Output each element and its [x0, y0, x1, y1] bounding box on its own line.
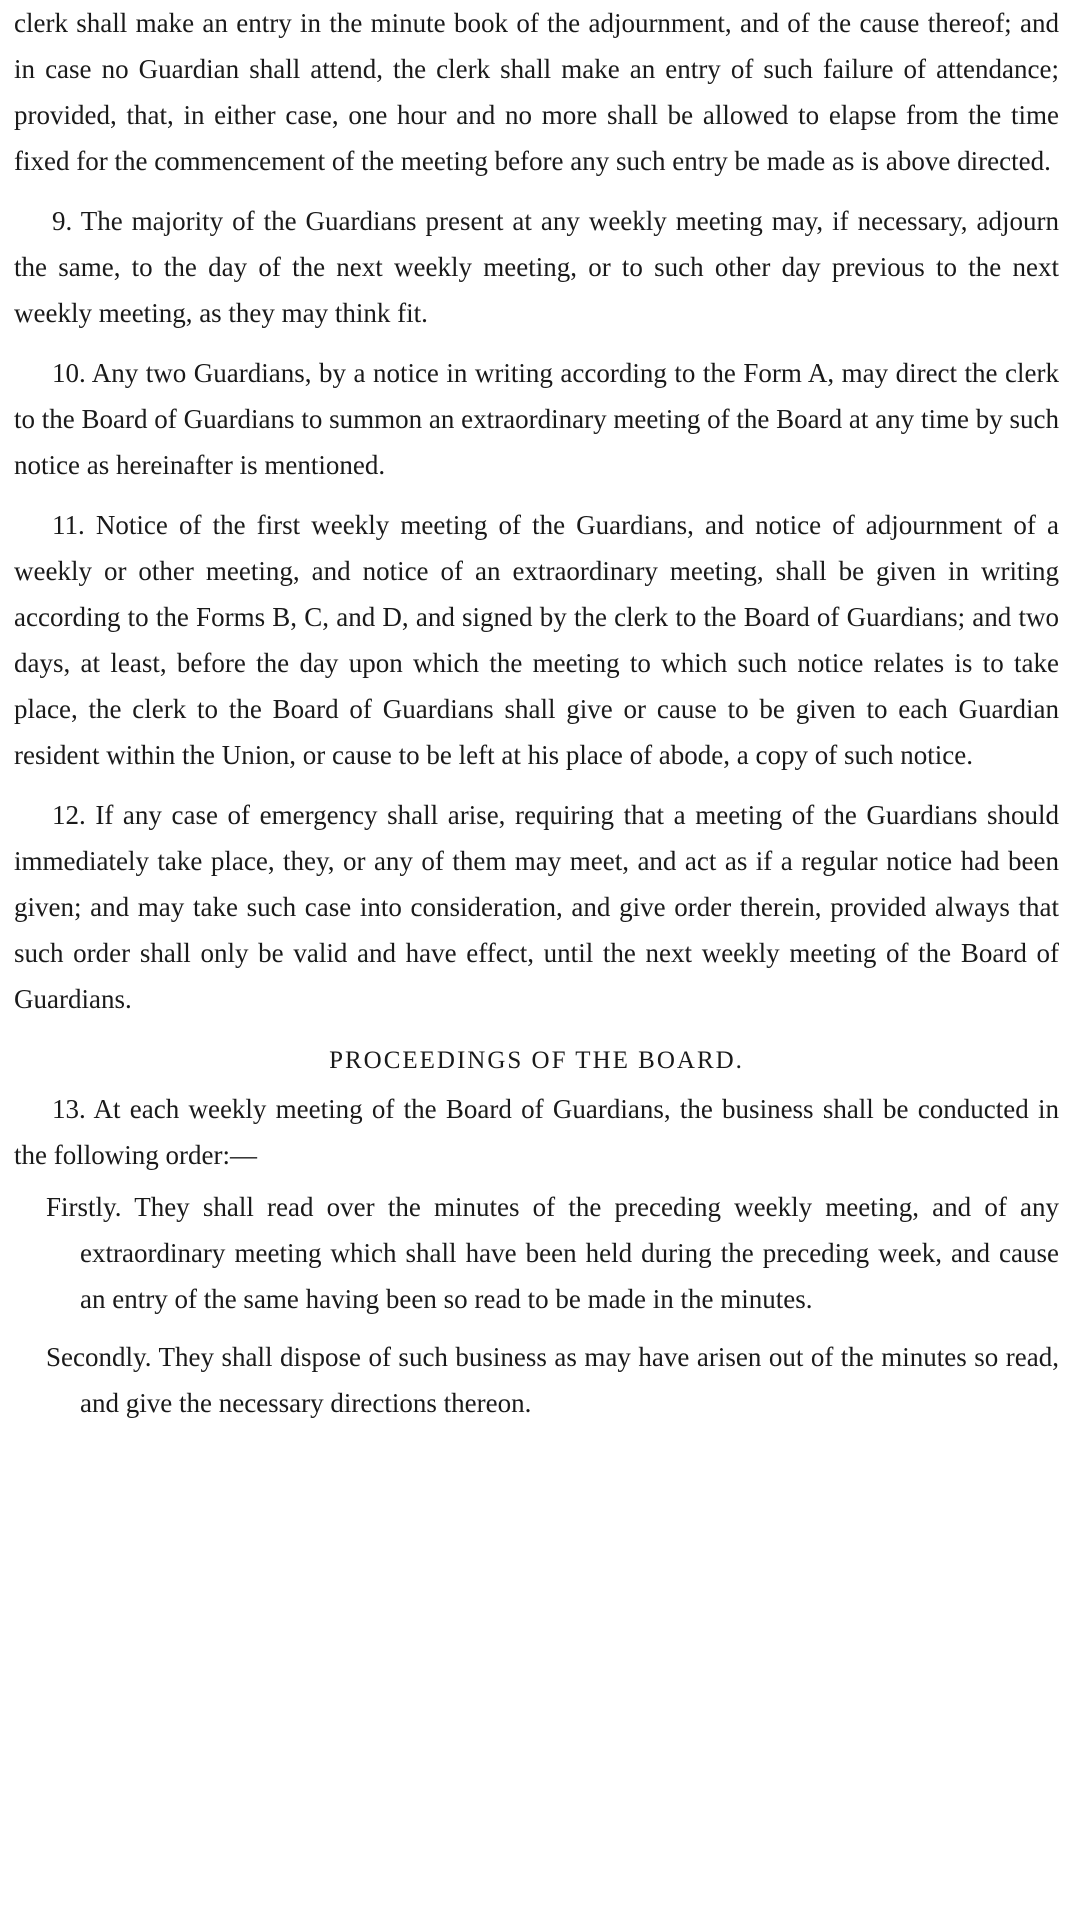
continuation-paragraph: clerk shall make an entry in the minute book of the adjournment, and of the cause thereof; and in case no Guardian shall attend, the clerk shall make an entry of such failure of attendance; provided, that, in either case, one hour and no more shall be allowed to elapse from the time fixed for the commencement of the meeting before any such entry be made as is above directed.: [14, 8, 1059, 176]
paragraph-9: 9. The majority of the Guardians present at any weekly meeting may, if necessary, adjourn the same, to the day of the next weekly meeting, or to such other day previous to the next weekly meeting, as they may think fit.: [14, 206, 1059, 328]
paragraph-11: 11. Notice of the first weekly meeting of the Guardians, and notice of adjournment of a weekly or other meeting, and notice of an extraordinary meeting, shall be given in writing according to the Forms B, C, and D, and signed by the clerk to the Board of Guardians; and two days, at least, before the day upon which the meeting to which such notice relates is to take place, the clerk to the Board of Guardians shall give or cause to be given to each Guardian resident within the Union, or cause to be left at his place of abode, a copy of such notice.: [14, 510, 1059, 770]
list-item-secondly: Secondly. They shall dispose of such business as may have arisen out of the minutes so read, and give the necessary directions thereon.: [46, 1342, 1059, 1418]
paragraph-12: 12. If any case of emergency shall arise, requiring that a meeting of the Guardians should immediately take place, they, or any of them may meet, and act as if a regular notice had been given; and may take such case into consideration, and give order therein, provided always that such order shall only be valid and have effect, until the next weekly meeting of the Board of Guardians.: [14, 800, 1059, 1014]
document-page: [14, 0, 1059, 1426]
paragraph-10: 10. Any two Guardians, by a notice in writing according to the Form A, may direct the clerk to the Board of Guardians to summon an extraordinary meeting of the Board at any time by such notice as hereinafter is mentioned.: [14, 358, 1059, 480]
paragraph-13: 13. At each weekly meeting of the Board of Guardians, the business shall be conducted in the following order:—: [14, 1094, 1059, 1170]
list-item-firstly: Firstly. They shall read over the minutes of the preceding weekly meeting, and of any extraordinary meeting which shall have been held during the preceding week, and cause an entry of the same having been so read to be made in the minutes.: [46, 1192, 1059, 1314]
section-heading: PROCEEDINGS OF THE BOARD.: [329, 1047, 744, 1074]
